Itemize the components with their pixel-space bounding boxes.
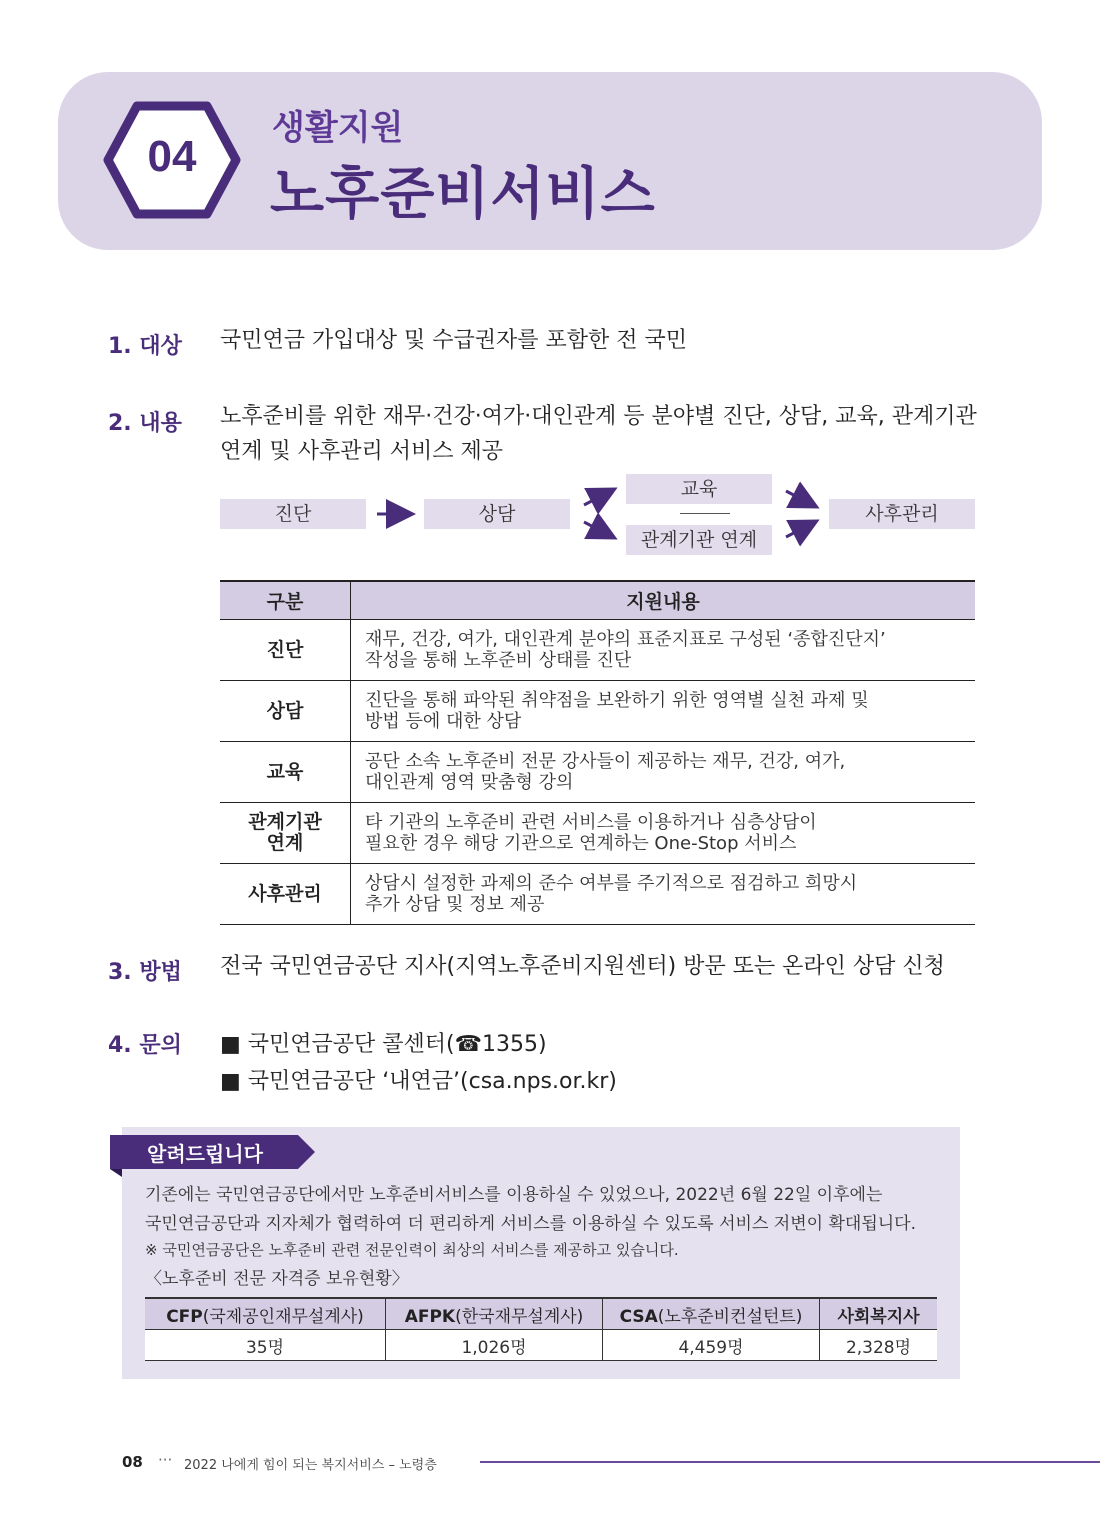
cert-value-afpk: 1,026명 (386, 1330, 603, 1361)
notice-note: ※ 국민연금공단은 노후준비 관련 전문인력이 최상의 서비스를 제공하고 있습니다. (145, 1241, 679, 1259)
target-label: 1. 대상 (108, 334, 182, 359)
notice-line-1: 기존에는 국민연금공단에서만 노후준비서비스를 이용하실 수 있었으나, 2022년 6월 22일 이후에는 (145, 1185, 883, 1205)
content-line-1: 노후준비를 위한 재무·건강·여가·대인관계 등 분야별 진단, 상담, 교육, 관계기관 (220, 404, 977, 429)
cert-value-cfp: 35명 (145, 1330, 386, 1361)
arrow-up-right-icon (584, 493, 607, 505)
table-row (220, 681, 975, 742)
table-row (220, 803, 975, 864)
cert-value-social-worker: 2,328명 (820, 1330, 938, 1361)
table-row (220, 864, 975, 925)
method-label: 3. 방법 (108, 960, 182, 985)
table-header-content: 지원내용 (351, 581, 976, 620)
table-cell-category: 진단 (220, 620, 351, 681)
footer-title: 2022 나에게 힘이 되는 복지서비스 – 노령층 (184, 1458, 437, 1473)
inquiry-callcenter: ■ 국민연금공단 콜센터(☎1355) (220, 1032, 547, 1057)
section-number: 04 (147, 132, 197, 181)
cert-header-csa: CSA(노후준비컨설턴트) (603, 1298, 820, 1330)
page-number: 08 (122, 1453, 143, 1471)
flow-divider (680, 513, 730, 514)
header-category: 생활지원 (272, 108, 404, 148)
notice-line-2: 국민연금공단과 지자체가 협력하여 더 편리하게 서비스를 이용하실 수 있도록 서비스 저변이 확대됩니다. (145, 1214, 916, 1234)
notice-cert-title: 〈노후준비 전문 자격증 보유현황〉 (145, 1269, 409, 1289)
cert-value-csa: 4,459명 (603, 1330, 820, 1361)
target-text: 국민연금 가입대상 및 수급권자를 포함한 전 국민 (220, 328, 688, 353)
cert-header-row (145, 1298, 937, 1330)
footer-dots: ··· (158, 1451, 173, 1469)
table-header-category: 구분 (220, 581, 351, 620)
table-cell-desc: 재무, 건강, 여가, 대인관계 분야의 표준지표로 구성된 ‘종합진단지’ 작성을 통해 노후준비 상태를 진단 (351, 620, 976, 681)
table-cell-category: 사후관리 (220, 864, 351, 925)
inquiry-website: ■ 국민연금공단 ‘내연금’(csa.nps.or.kr) (220, 1069, 617, 1094)
flow-step-education: 교육 (626, 474, 772, 504)
notice-tab-label: 알려드립니다 (147, 1142, 263, 1166)
table-cell-desc: 공단 소속 노후준비 전문 강사들이 제공하는 재무, 건강, 여가, 대인관계 영역 맞춤형 강의 (351, 742, 976, 803)
flow-step-diagnosis: 진단 (220, 499, 366, 529)
table-cell-desc: 진단을 통해 파악된 취약점을 보완하기 위한 영역별 실천 과제 및 방법 등에 대한 상담 (351, 681, 976, 742)
cert-value-row (145, 1330, 937, 1361)
flow-step-consult: 상담 (424, 499, 570, 529)
flow-step-linkage: 관계기관 연계 (626, 525, 772, 555)
inquiry-label: 4. 문의 (108, 1033, 182, 1058)
table-cell-category: 관계기관 연계 (220, 803, 351, 864)
arrow-up-right-icon (786, 525, 809, 537)
arrow-down-right-icon (786, 491, 809, 503)
table-row (220, 742, 975, 803)
table-cell-desc: 상담시 설정한 과제의 준수 여부를 주기적으로 점검하고 희망시 추가 상담 및 정보 제공 (351, 864, 976, 925)
table-row (220, 620, 975, 681)
page-title: 노후준비서비스 (270, 162, 656, 227)
table-cell-category: 교육 (220, 742, 351, 803)
content-line-2: 연계 및 사후관리 서비스 제공 (220, 439, 503, 464)
flow-step-aftercare: 사후관리 (829, 499, 975, 529)
arrow-down-right-icon (584, 522, 607, 534)
cert-header-cfp: CFP(국제공인재무설계사) (145, 1298, 386, 1330)
support-table (220, 580, 975, 925)
table-header-row (220, 581, 975, 620)
table-cell-desc: 타 기관의 노후준비 관련 서비스를 이용하거나 심층상담이 필요한 경우 해당 기관으로 연계하는 One-Stop 서비스 (351, 803, 976, 864)
footer-rule (480, 1461, 1100, 1463)
cert-header-social-worker: 사회복지사 (820, 1298, 938, 1330)
cert-table (145, 1297, 937, 1361)
content-label: 2. 내용 (108, 411, 182, 436)
method-text: 전국 국민연금공단 지사(지역노후준비지원센터) 방문 또는 온라인 상담 신청 (220, 954, 945, 979)
cert-header-afpk: AFPK(한국재무설계사) (386, 1298, 603, 1330)
table-cell-category: 상담 (220, 681, 351, 742)
